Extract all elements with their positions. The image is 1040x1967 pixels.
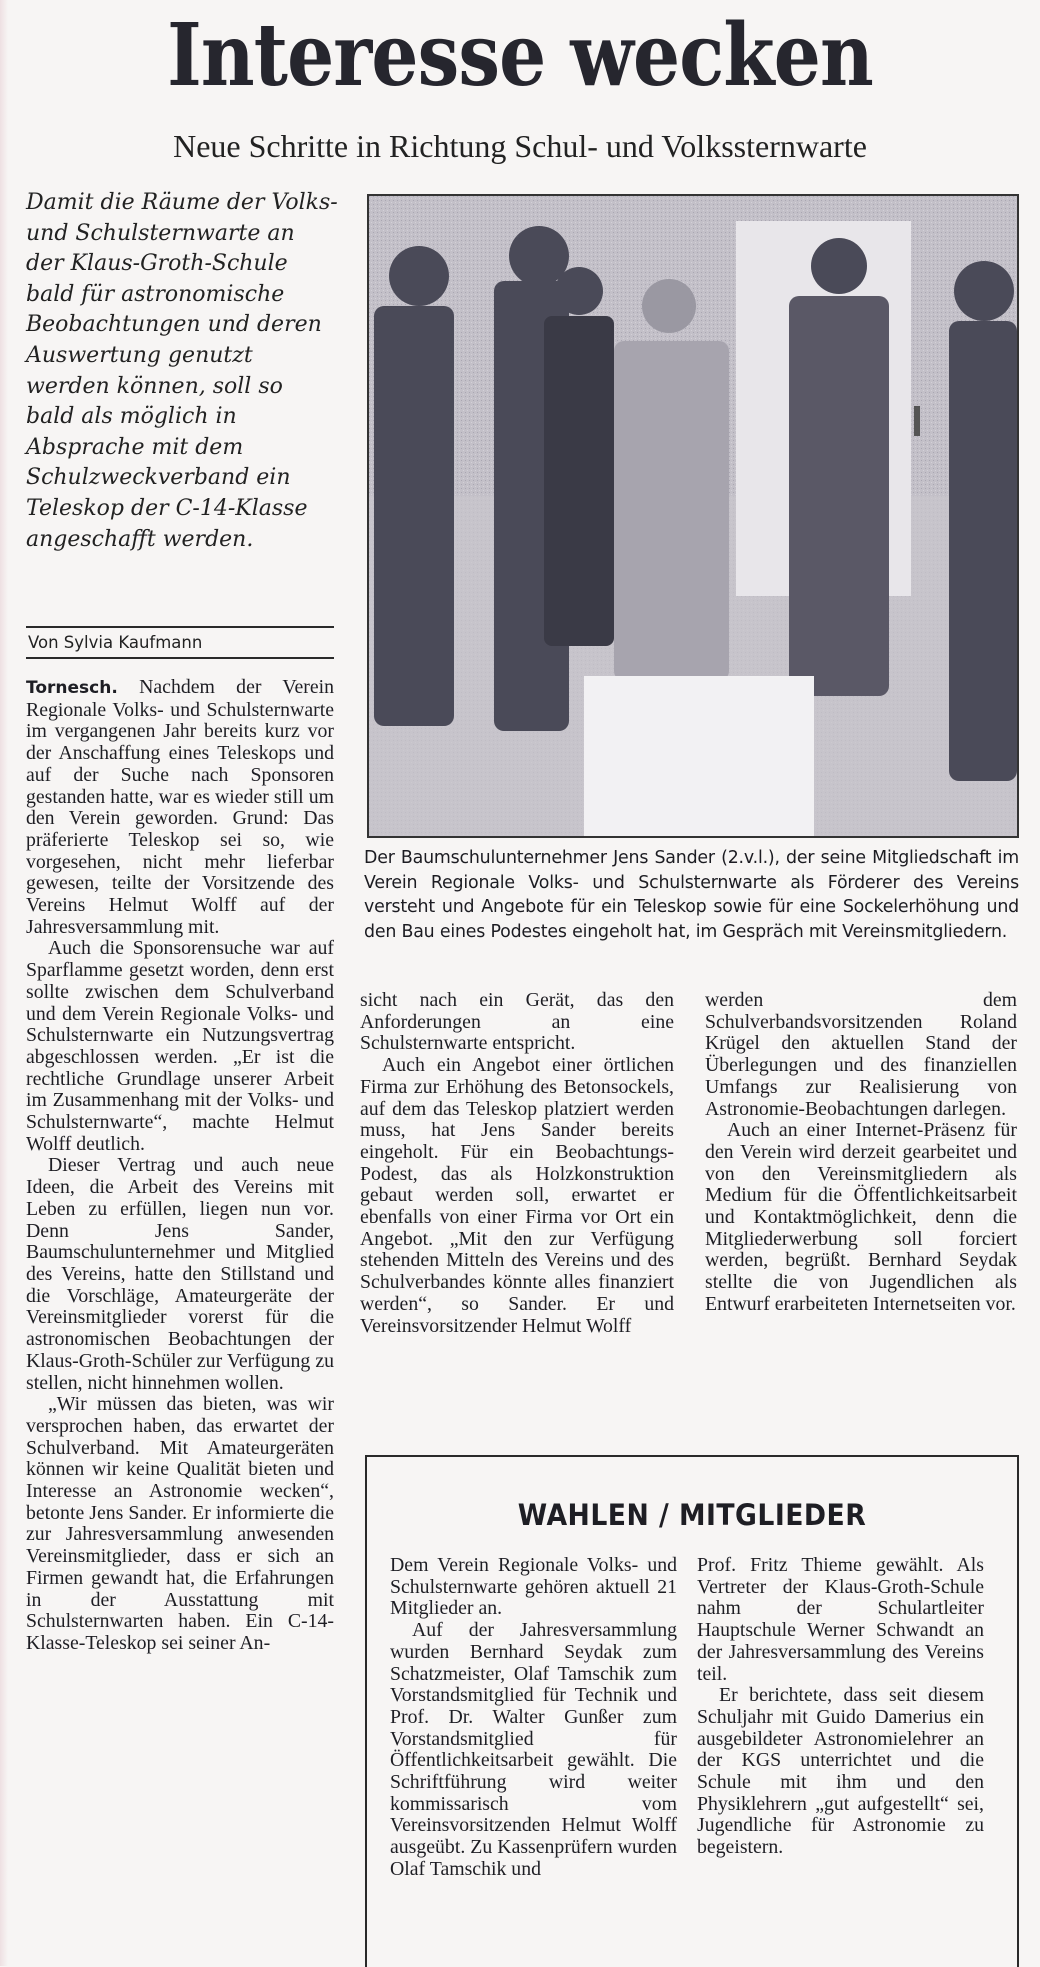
article-paragraph: „Wir müssen das bieten, was wir versprochen haben, das erwartet der Schulverband. Mit Amateurgeräten können wir keine Qualität bieten und Interesse an Astronomie wecken“, betonte Jens Sander. Er informierte die zur Jahresversammlung anwesenden Vereinsmitglieder, dass er sich an Firmen gewandt hat, die Erfahrungen in der Ausstattung mit Schulsternwarten haben. Ein C-14-Klasse-Teleskop sei seiner An- xyxy=(26,1393,334,1654)
info-paragraph: Er berichtete, dass seit diesem Schuljahr mit Guido Damerius ein ausgebildeter Astronomielehrer an der KGS unterrichtet und die Schule mit ihm und den Physiklehrern „gut aufgestellt“ sei, Jugendliche für Astronomie zu begeistern. xyxy=(697,1684,984,1859)
info-box-title: WAHLEN / MITGLIEDER xyxy=(517,1498,867,1532)
byline: Von Sylvia Kaufmann xyxy=(28,633,203,652)
photo-caption: Der Baumschulunternehmer Jens Sander (2.v.l.), der seine Mitgliedschaft im Verein Regionale Volks- und Schulsternwarte als Förderer des Vereins versteht und Angebote für ein Teleskop sowie für eine Sockelerhöhung und den Bau eines Podestes eingeholt hat, im Gespräch mit Vereinsmitgliedern. xyxy=(364,848,1019,942)
telescope-base xyxy=(584,676,814,836)
article-paragraph: Auch an einer Internet-Präsenz für den Verein wird derzeit gearbeitet und von den Vereinsmitgliedern als Medium für die Öffentlichkeitsarbeit und Kontaktmöglichkeit, denn die Mitgliederwerbung soll forciert werden, begrüßt. Bernhard Seydak stellte die von Jugendlichen als Entwurf erarbeiteten Internetseiten vor. xyxy=(705,1119,1017,1315)
news-photo xyxy=(367,194,1019,838)
info-box-column-1 xyxy=(390,1555,677,1881)
article-paragraph: Auch die Sponsorensuche war auf Sparflamme gesetzt worden, denn erst sollte zwischen dem Schulverband und dem Verein Regionale Volks- und Schulsternwarte ein Nutzungsvertrag abgeschlossen werden. „Er ist die rechtliche Grundlage unserer Arbeit im Zusammenhang mit der Volks- und Schulsternwarte“, machte Helmut Wolff deutlich. xyxy=(26,937,334,1155)
info-paragraph: Auf der Jahresversammlung wurden Bernhard Seydak zum Schatzmeister, Olaf Tamschik zum Vorstandsmitglied für Technik und Prof. Dr. Walter Gunßer zum Vorstandsmitglied für Öffentlichkeitsarbeit gewählt. Die Schriftführung wird weiter kommissarisch vom Vereinsvorsitzenden Helmut Wolff ausgeübt. Zu Kassenprüfern wurden Olaf Tamschik und xyxy=(390,1619,677,1880)
article-column-3 xyxy=(705,990,1017,1316)
scan-edge xyxy=(0,0,8,1966)
article-paragraph: werden dem Schulverbandsvorsitzenden Roland Krügel den aktuellen Stand der Überlegungen und des finanziellen Umfangs zur Realisierung von Astronomie-Beobachtungen darlegen. xyxy=(705,989,1017,1120)
info-paragraph: Dem Verein Regionale Volks- und Schulsternwarte gehören aktuell 21 Mitglieder an. xyxy=(390,1554,677,1620)
subheadline: Neue Schritte in Richtung Schul- und Volkssternwarte xyxy=(173,128,867,164)
paragraph-text: Nachdem der Verein Regionale Volks- und Schulsternwarte im vergangenen Jahr bereits kurz vor der Anschaffung eines Teleskops und auf der Suche nach Sponsoren gestanden hatte, war es wieder still um den Verein geworden. Grund: Das präferierte Teleskop sei so, wie vorgesehen, nicht mehr lieferbar gewesen, teilte der Vorsitzende des Vereins Helmut Wolff auf der Jahresversammlung mit. xyxy=(26,676,334,938)
info-box xyxy=(365,1455,1019,1967)
article-paragraph xyxy=(26,677,334,938)
article-paragraph: Auch ein Angebot einer örtlichen Firma zur Erhöhung des Betonsockels, auf dem das Teleskop platziert werden muss, hat Jens Sander bereits eingeholt. Für ein Beobachtungs-Podest, das als Holzkonstruktion gebaut werden soll, erwartet er ebenfalls von einer Firma vor Ort ein Angebot. „Mit den zur Verfügung stehenden Mitteln des Vereins und des Schulverbandes könnte alles finanziert werden“, so Sander. Er und Vereinsvorsitzender Helmut Wolff xyxy=(360,1054,674,1337)
group-photo-illustration xyxy=(369,196,1017,836)
byline-rule-bottom xyxy=(26,657,334,659)
info-paragraph: Prof. Fritz Thieme gewählt. Als Vertreter der Klaus-Groth-Schule nahm der Schulartleiter Hauptschule Werner Schwandt an der Jahresversammlung des Vereins teil. xyxy=(697,1554,984,1685)
article-column-1 xyxy=(26,677,334,1655)
byline-rule-top xyxy=(26,626,334,628)
article-paragraph: Dieser Vertrag und auch neue Ideen, die Arbeit des Vereins mit Leben zu erfüllen, liegen nun vor. Denn Jens Sander, Baumschulunternehmer und Mitglied des Vereins, hatte den Stillstand und die Vorschläge, Amateurgeräte der Vereinsmitglieder vorerst für die astronomischen Beobachtungen der Klaus-Groth-Schüler zur Verfügung zu stellen, nicht hinnehmen wollen. xyxy=(26,1154,334,1394)
article-column-2 xyxy=(360,990,674,1337)
headline: Interesse wecken xyxy=(167,5,873,106)
lead-paragraph: Damit die Räume der Volks- und Schulsternwarte an der Klaus-Groth-Schule bald für astronomische Beobachtungen und deren Auswertung genutzt werden können, soll so bald als möglich in Absprache mit dem Schulzweckverband ein Teleskop der C-14-Klasse angeschafft werden. xyxy=(26,190,338,552)
article-paragraph: sicht nach ein Gerät, das den Anforderungen an eine Schulsternwarte entspricht. xyxy=(360,989,674,1055)
dateline: Tornesch. xyxy=(26,678,118,698)
info-box-column-2 xyxy=(697,1555,984,1859)
